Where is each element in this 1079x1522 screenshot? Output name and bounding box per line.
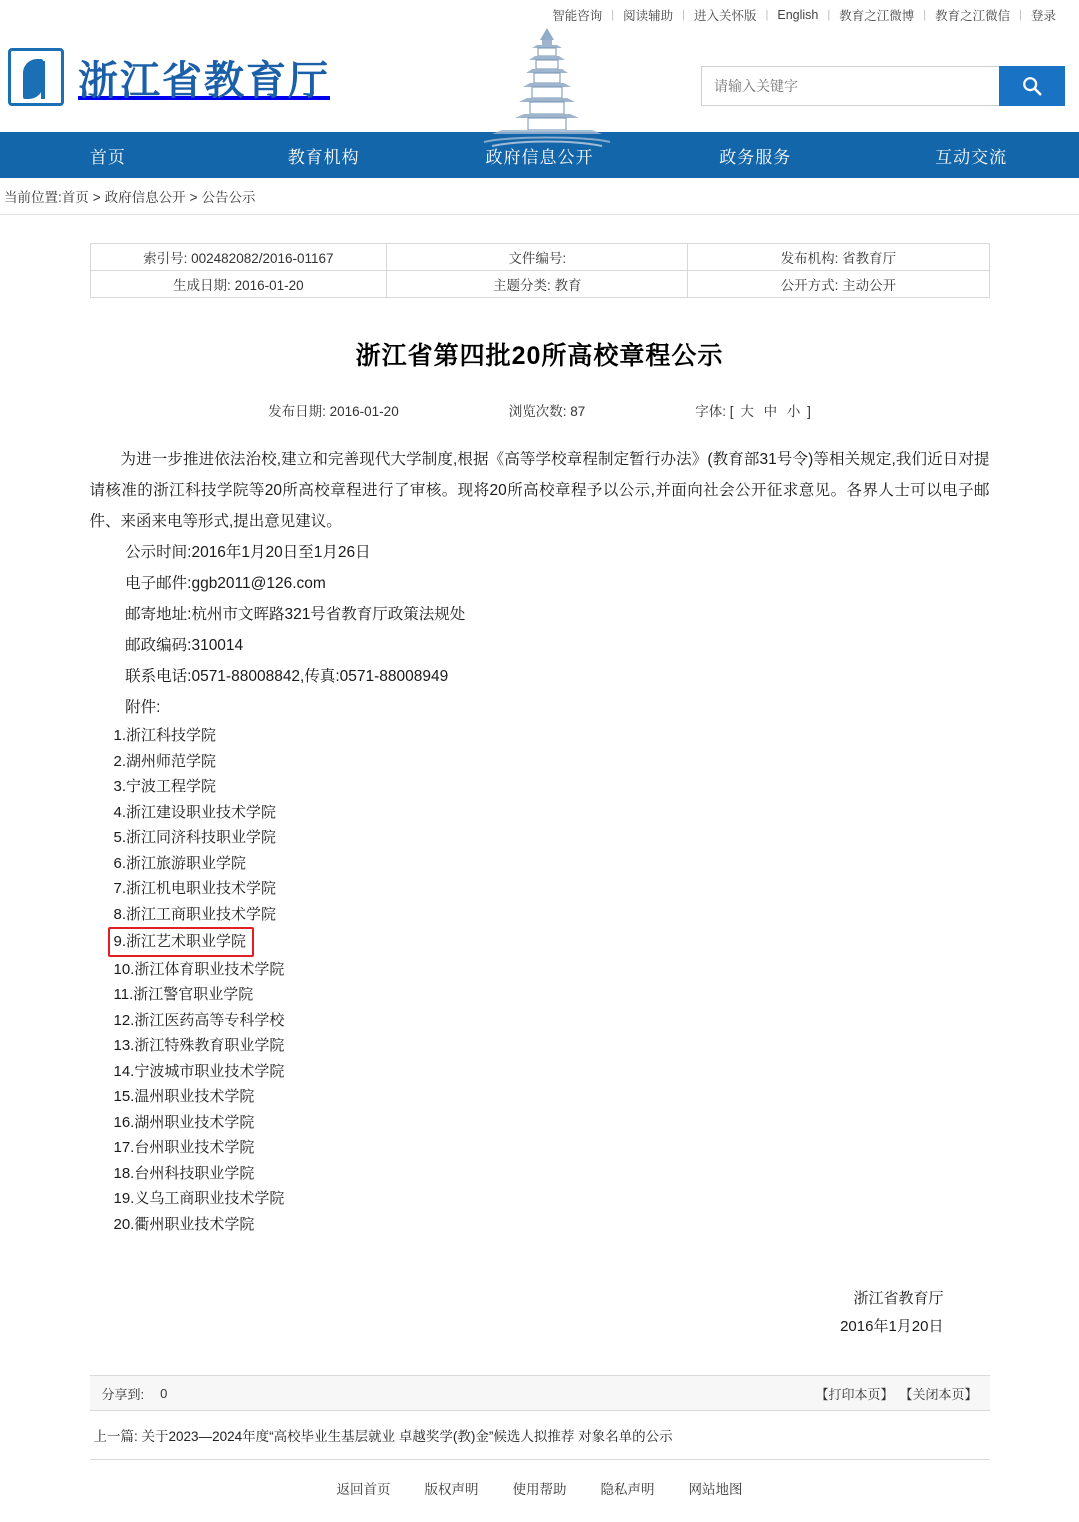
share-bar bbox=[90, 1375, 990, 1411]
list-item[interactable]: 7.浙江机电职业技术学院 bbox=[113, 880, 277, 897]
info-line-email: 电子邮件:ggb2011@126.com bbox=[125, 575, 326, 592]
site-header bbox=[0, 30, 1079, 132]
list-item-highlighted[interactable]: 9.浙江艺术职业学院 bbox=[108, 927, 255, 957]
footer-link-privacy[interactable]: 隐私声明 bbox=[600, 1482, 655, 1497]
list-item[interactable]: 13.浙江特殊教育职业学院 bbox=[113, 1037, 285, 1054]
publish-date bbox=[268, 400, 399, 420]
previous-article-bar bbox=[90, 1411, 990, 1460]
list-item[interactable]: 12.浙江医药高等专科学校 bbox=[113, 1011, 285, 1029]
meta-value: 主动公开 bbox=[842, 278, 897, 293]
topbar-divider: | bbox=[765, 9, 769, 21]
nav-item-interaction[interactable]: 互动交流 bbox=[935, 147, 1008, 167]
attachment-list bbox=[90, 723, 990, 1237]
topbar-divider: | bbox=[827, 9, 831, 21]
topbar-item-login[interactable]: 登录 bbox=[1030, 9, 1056, 23]
meta-cell-created-date bbox=[90, 271, 387, 298]
list-item[interactable]: 15.温州职业技术学院 bbox=[113, 1088, 255, 1105]
meta-label: 索引号: bbox=[143, 251, 188, 266]
view-count bbox=[509, 400, 586, 420]
list-item[interactable]: 17.台州职业技术学院 bbox=[113, 1139, 255, 1156]
previous-article-link[interactable]: 关于2023—2024年度“高校毕业生基层就业 卓越奖学(教)金”候选人拟推荐 对象名单的公示 bbox=[141, 1429, 673, 1444]
list-item[interactable]: 16.湖州职业技术学院 bbox=[113, 1113, 255, 1131]
document-info-bar bbox=[90, 400, 990, 430]
meta-value: 省教育厅 bbox=[842, 251, 897, 266]
publish-date-value: 2016-01-20 bbox=[329, 404, 399, 419]
meta-value: 002482082/2016-01167 bbox=[191, 251, 334, 266]
meta-cell-index-number bbox=[90, 244, 387, 271]
footer-link-copyright[interactable]: 版权声明 bbox=[424, 1482, 479, 1497]
topbar-divider: | bbox=[682, 9, 685, 21]
nav-item-institutions[interactable]: 教育机构 bbox=[287, 147, 360, 167]
topbar-item-english[interactable]: English bbox=[777, 8, 819, 22]
nav-item-gov-info-disclosure[interactable]: 政府信息公开 bbox=[485, 147, 594, 167]
share-right-group bbox=[815, 1384, 977, 1403]
list-item[interactable]: 3.宁波工程学院 bbox=[113, 778, 217, 795]
list-item[interactable]: 5.浙江同济科技职业学院 bbox=[113, 829, 277, 846]
breadcrumb-item-gov-info-disclosure[interactable]: 政府信息公开 bbox=[104, 190, 186, 205]
page-title: 浙江省第四批20所高校章程公示 bbox=[355, 342, 724, 370]
list-item[interactable]: 2.湖州师范学院 bbox=[113, 752, 217, 770]
topbar-item-weibo[interactable]: 教育之江微博 bbox=[839, 9, 915, 23]
list-item[interactable]: 19.义乌工商职业技术学院 bbox=[113, 1190, 285, 1207]
view-count-label: 浏览次数: bbox=[508, 404, 567, 419]
info-line-public-period: 公示时间:2016年1月20日至1月26日 bbox=[125, 544, 371, 561]
topbar-item-reading-aid[interactable]: 阅读辅助 bbox=[623, 9, 674, 23]
topbar-item-wechat[interactable]: 教育之江微信 bbox=[935, 9, 1011, 23]
info-line-postal-code: 邮政编码:310014 bbox=[125, 637, 244, 654]
meta-value: 2016-01-20 bbox=[234, 278, 304, 293]
topbar-item-smart-consult[interactable]: 智能咨询 bbox=[552, 9, 603, 23]
share-left-group bbox=[102, 1384, 168, 1403]
article-container bbox=[90, 215, 990, 1522]
meta-value: 教育 bbox=[554, 278, 582, 293]
list-item[interactable]: 1.浙江科技学院 bbox=[113, 727, 217, 744]
list-item[interactable]: 14.宁波城市职业技术学院 bbox=[113, 1062, 285, 1080]
share-label: 分享到: bbox=[101, 1386, 145, 1402]
table-row bbox=[90, 271, 989, 298]
font-size-large-button[interactable]: 大 bbox=[740, 404, 754, 419]
topbar-divider: | bbox=[923, 9, 927, 21]
highlighted-list-row bbox=[90, 927, 990, 957]
footer-link-home[interactable]: 返回首页 bbox=[336, 1482, 391, 1497]
leaf-logo-icon bbox=[8, 48, 64, 106]
font-size-medium-button[interactable]: 中 bbox=[763, 404, 778, 419]
bracket-close: ] bbox=[807, 404, 811, 419]
list-item[interactable]: 11.浙江警官职业学院 bbox=[113, 986, 254, 1003]
footer-link-sitemap[interactable]: 网站地图 bbox=[688, 1482, 743, 1497]
document-meta-table bbox=[90, 243, 990, 298]
meta-cell-publisher bbox=[688, 244, 989, 271]
breadcrumb-item-home[interactable]: 首页 bbox=[61, 190, 89, 205]
site-logo-text: 浙江省教育厅 bbox=[78, 57, 330, 104]
meta-label: 主题分类: bbox=[492, 278, 551, 293]
list-item[interactable]: 8.浙江工商职业技术学院 bbox=[113, 905, 277, 923]
close-page-button[interactable]: 【关闭本页】 bbox=[899, 1386, 978, 1402]
topbar-item-accessible-version[interactable]: 进入关怀版 bbox=[694, 9, 757, 23]
meta-cell-topic-category bbox=[387, 271, 688, 298]
info-line-phone: 联系电话:0571-88008842,传真:0571-88008949 bbox=[125, 668, 449, 685]
previous-article-label: 上一篇: bbox=[93, 1429, 138, 1444]
list-item[interactable]: 20.衢州职业技术学院 bbox=[113, 1215, 255, 1233]
font-size-label: 字体: bbox=[695, 404, 727, 419]
article-paragraph: 为进一步推进依法治校,建立和完善现代大学制度,根据《高等学校章程制定暂行办法》(教育部31号令)等相关规定,我们近日对提请核准的浙江科技学院等20所高校章程进行了审核。现将20所高校章程予以公示,并面向社会公开征求意见。各界人士可以电子邮件、来函来电等形式,提出意见建议。 bbox=[89, 451, 990, 530]
meta-label: 发布机构: bbox=[780, 251, 839, 266]
nav-item-gov-services[interactable]: 政务服务 bbox=[719, 147, 792, 167]
attachment-label: 附件: bbox=[125, 699, 161, 716]
site-search[interactable] bbox=[701, 66, 1065, 106]
topbar-divider: | bbox=[1019, 9, 1022, 21]
site-footer bbox=[90, 1460, 990, 1522]
footer-link-help[interactable]: 使用帮助 bbox=[512, 1482, 567, 1497]
share-count: 0 bbox=[160, 1385, 168, 1401]
topbar-divider: | bbox=[611, 9, 615, 21]
info-line-mailing-address: 邮寄地址:杭州市文晖路321号省教育厅政策法规处 bbox=[125, 606, 466, 623]
article-body bbox=[90, 430, 990, 1341]
meta-label: 文件编号: bbox=[508, 251, 567, 266]
nav-item-home[interactable]: 首页 bbox=[89, 147, 126, 167]
list-item[interactable]: 10.浙江体育职业技术学院 bbox=[113, 960, 285, 978]
meta-cell-file-number bbox=[387, 244, 688, 271]
breadcrumb-separator: > bbox=[92, 190, 101, 205]
list-item[interactable]: 6.浙江旅游职业学院 bbox=[113, 854, 247, 872]
signature-organization: 浙江省教育厅 bbox=[853, 1290, 944, 1307]
table-row bbox=[90, 244, 989, 271]
breadcrumb bbox=[0, 178, 1079, 215]
list-item[interactable]: 4.浙江建设职业技术学院 bbox=[113, 803, 277, 821]
print-page-button[interactable]: 【打印本页】 bbox=[815, 1386, 894, 1402]
breadcrumb-separator: > bbox=[189, 190, 198, 205]
document-signature bbox=[90, 1285, 990, 1341]
search-icon bbox=[1021, 75, 1043, 97]
pagoda-illustration bbox=[462, 24, 632, 152]
search-button[interactable] bbox=[999, 66, 1065, 106]
meta-label: 公开方式: bbox=[780, 278, 839, 293]
font-size-small-button[interactable]: 小 bbox=[786, 404, 801, 419]
signature-date: 2016年1月20日 bbox=[840, 1318, 944, 1335]
list-item[interactable]: 18.台州科技职业学院 bbox=[113, 1164, 255, 1182]
meta-label: 生成日期: bbox=[173, 278, 231, 293]
bracket-open: [ bbox=[729, 404, 734, 419]
view-count-value: 87 bbox=[570, 404, 586, 419]
site-logo[interactable] bbox=[8, 48, 330, 106]
breadcrumb-item-announcements[interactable]: 公告公示 bbox=[201, 190, 256, 205]
breadcrumb-prefix: 当前位置: bbox=[4, 190, 62, 205]
meta-cell-disclosure-method bbox=[688, 271, 989, 298]
search-input[interactable] bbox=[701, 66, 999, 106]
font-size-control bbox=[695, 400, 811, 420]
publish-date-label: 发布日期: bbox=[268, 404, 326, 419]
